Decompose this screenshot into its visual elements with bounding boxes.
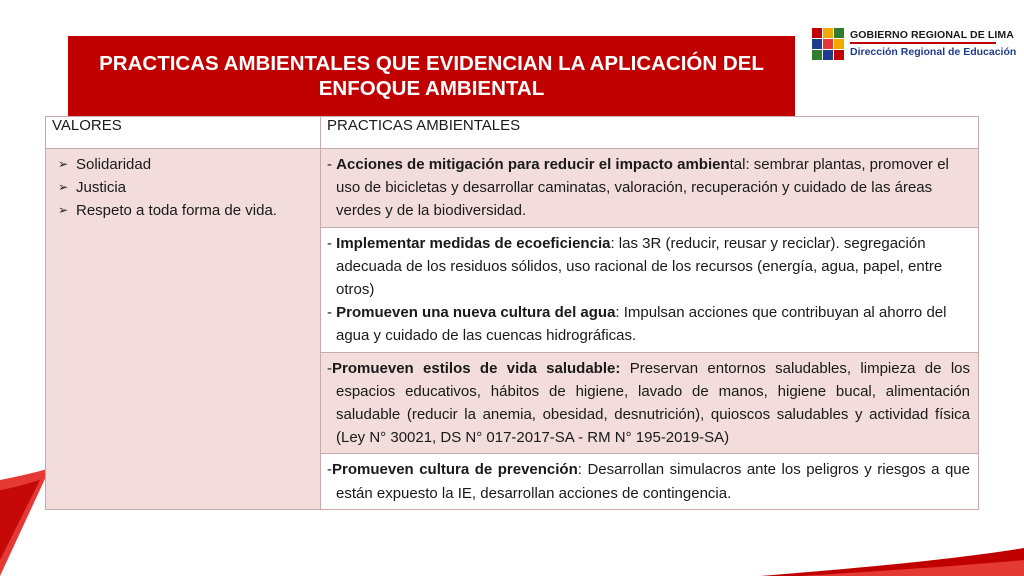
practice-text: Preservan entornos saludables, limpieza de los espacios educativos, hábitos de higiene, lavado de manos, higiene bucal, alimentación saludable (reducir la anemia, obesidad, desnutrición), quioscos saludables y actividad física (Ley N° 30021, DS N° 017-2017-SA - RM N° 195-2019-SA) [336,359,971,447]
practice-paragraph: - Implementar medidas de ecoeficiencia: las 3R (reducir, reusar y reciclar). segregación adecuada de los residuos sólidos, uso racional de los recursos (energía, agua, papel, entre otros) [327,234,943,299]
value-label: Respeto a toda forma de vida. [76,202,277,219]
institution-logo [810,26,1017,66]
regional-emblem-icon [810,26,846,62]
practice-cell-healthy-life [321,352,979,454]
header-practices: PRACTICAS AMBIENTALES [321,117,979,149]
practice-heading: Promueven una nueva cultura del agua [336,304,616,322]
practice-heading: Acciones de mitigación para reducir el impacto ambien [336,156,730,173]
practice-paragraph: - Acciones de mitigación para reducir el impacto ambiental: sembrar plantas, promover el uso de bicicletas y desarrollar caminatas, valoración, recuperación y cuidado de las áreas verdes y de la biodiversidad. [327,156,949,220]
list-item [52,199,314,222]
arrow-bullet-icon: ➢ [58,203,69,217]
table-header-row [46,117,979,149]
value-label: Justicia [76,179,127,196]
practices-table [45,116,979,510]
practice-heading: Promueven cultura de prevención [332,461,578,479]
practice-paragraph: -Promueven estilos de vida saludable: Preservan entornos saludables, limpieza de los espacios educativos, hábitos de higiene, lavado de manos, higiene bucal, alimentación saludable (reducir la anemia, obesidad, desnutrición), quioscos saludables y actividad física (Ley N° 30021, DS N° 017-2017-SA - RM N° 195-2019-SA) [327,359,971,447]
values-cell [46,149,321,510]
practice-cell-mitigation [321,149,979,228]
practice-text: : Desarrollan simulacros ante los peligros y riesgos a que están expuesto la IE, desarrollan acciones de contingencia. [336,461,970,502]
value-label: Solidaridad [76,156,152,173]
practice-heading: Implementar medidas de ecoeficiencia [336,234,611,252]
practice-paragraph: - Promueven una nueva cultura del agua: Impulsan acciones que contribuyan al ahorro del agua y cuidado de las cuencas hidrográficas. [327,304,947,345]
logo-line-1: GOBIERNO REGIONAL DE LIMA [850,29,1014,41]
title-banner [68,36,795,116]
header-values: VALORES [46,117,321,149]
practice-cell-prevention [321,454,979,509]
page-title: PRACTICAS AMBIENTALES QUE EVIDENCIAN LA APLICACIÓN DEL ENFOQUE AMBIENTAL [99,52,764,100]
practice-paragraph: -Promueven cultura de prevención: Desarrollan simulacros ante los peligros y riesgos a que están expuesto la IE, desarrollan acciones de contingencia. [327,461,970,502]
practice-heading: Promueven estilos de vida saludable: [332,359,621,377]
list-item [52,176,314,199]
arrow-bullet-icon: ➢ [58,157,69,171]
practice-cell-ecoefficiency [321,227,979,352]
logo-divider [850,42,996,44]
table-row [46,149,979,228]
practice-text: : las 3R (reducir, reusar y reciclar). segregación adecuada de los residuos sólidos, uso racional de los recursos (energía, agua, papel, entre otros) [336,234,943,299]
practice-text: : Impulsan acciones que contribuyan al ahorro del agua y cuidado de las cuencas hidrográficas. [336,304,947,345]
arrow-bullet-icon: ➢ [58,180,69,194]
list-item [52,153,314,176]
values-list [52,153,314,222]
logo-line-2: Dirección Regional de Educación [850,46,1017,58]
practice-text: tal: sembrar plantas, promover el uso de bicicletas y desarrollar caminatas, valoración, recuperación y cuidado de las áreas verdes y de la biodiversidad. [336,156,949,220]
